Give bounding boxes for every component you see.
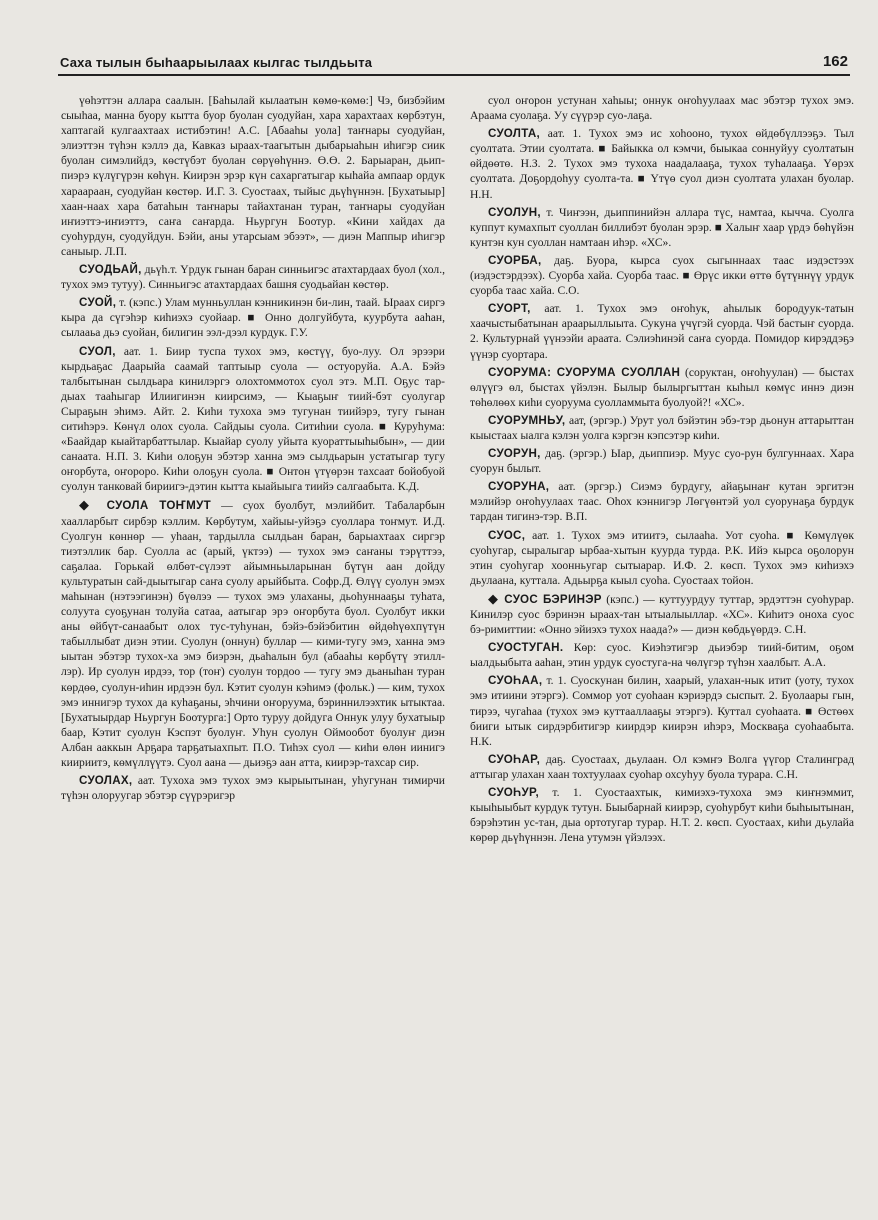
- dictionary-entry: [470, 479, 854, 524]
- entry-text: аат, (эргэр.) Урут уол бэйэтин эбэ-тэр дьонун аттарыттан кыыстаах ыалга кэлэн уолга кэргэн кэпсэтэр киһи.: [470, 413, 854, 442]
- diamond-icon: ◆: [488, 590, 505, 606]
- dictionary-entry: [470, 528, 854, 588]
- entry-headword: СУОРУМА: СУОРУМА СУОЛЛАН: [488, 365, 681, 379]
- entry-text: аат. 1. Тухох эмэ оҥоһук, аһылык бородуук-татын хаачыстыбатынан араарыллыыта. Сукуна үчүгэй суорда. Чэй бастыҥ суорда. 2. Культурнай үүнээйи араата. Сэлиэһинэй саҥа суорда. Помидор кирэддэҕэ үүнэр суортара.: [470, 302, 854, 361]
- dictionary-entry: [470, 752, 854, 782]
- entry-text: үөһэттэн аллара саалын. [Баһылай кылаатын көмө-көмө:] Чэ, бизбэйим сыыһаа, манна буору кытта буор буолан суодуйан, хара харахтаах көрбэтун, хаптагай кулгаахтаах истибэтин! А.С. [Абааһы уола] таҥнары суодуйан, элиэттэн түһэн кэллэ да, Кавказ ыраах-таагытын дыбарыаһын иһигэр сиик буолан симэлийдэ, көстүбэт буолан сөрүөһүннэ. Ө.Ө. 2. Барыаран, дьип-пиэрэ күлүгүрэн көһүн. Киирэн эрэр күн сахаргатыгар кыһайа ампаар ордук хараараан, суодуйан көстөр. И.Г. 3. Суостаах, тыйыс дьүһүннэн. [Бухатыыр] хаан-наах хара батаһын таҥнары тайахтанан туран, таҥнары суодуйан иҥиэттэ-иҥиэттэ, саҥа саҥарда. Ньургун Боотур. «Кини хайдах да суоһурдун, суодуйдун. Бэйи, аны утарсыам эбээт», — диэн Маппыр иһигэр саныыр. Л.П.: [61, 94, 445, 258]
- entry-headword: СУОЛ,: [79, 344, 116, 358]
- dictionary-entry: [61, 344, 445, 495]
- entry-headword: СУОРУН,: [488, 447, 541, 461]
- entry-headword: СУОС,: [488, 528, 526, 542]
- entry-text: аат. Тухоха эмэ тухох эмэ кырыытынан, уһугунан тимирчи түһэн олоруугар эбэтэр сүүрэригэр: [61, 774, 445, 803]
- dictionary-entry: [470, 640, 854, 670]
- dictionary-entry: [61, 262, 445, 292]
- entry-text: суол оҥорон устунан хаһыы; оннук оҥоһуулаах мас эбэтэр тухох эмэ. Араама суолаҕа. Уу сүүрэр суо-лаҕа.: [470, 94, 854, 123]
- entry-text: аат. (эргэр.) Сиэмэ бурдугу, айаҕынаҥ кутан эргитэн мэлийэр оҥоһуулаах таас. Оһох кэннигэр Лөгүөнтэй уол суорунаҕа бурдук тардан тигинэ-тэр. В.П.: [470, 480, 854, 524]
- entry-text: аат. 1. Тухох эмэ итиитэ, сылааһа. Уот суоһа. ■ Көмүлүөк суоһугар, сыралыгар ырбаа-хытын куурда турда. Р.К. Ийэ кырса оҕолорун этин суоһугар хоонньугар сытыарар. И.Ф. 2. көсп. Тухох эмэ киһиэхэ дьулаана, куттала. Адьырҕа кыыл суоһа. Суостаах тойон.: [470, 528, 854, 587]
- entry-headword: СУОРУМНЬУ,: [488, 413, 566, 427]
- entry-headword: СУОҺУР,: [488, 786, 539, 800]
- dictionary-entry: [61, 497, 445, 770]
- entry-headword: СУОДЬАЙ,: [79, 263, 142, 277]
- entry-headword: СУОЛАХ,: [79, 774, 133, 788]
- entry-text: даҕ. (эргэр.) Ыар, дьиппиэр. Муус суо-рун булгуннаах. Хара суорун былыт.: [470, 447, 854, 476]
- dictionary-entry: [470, 253, 854, 298]
- dictionary-entry: [470, 413, 854, 443]
- entry-headword: СУОҺАА,: [488, 674, 543, 688]
- running-title: Саха тылын быһаарыылаах кылгас тылдьыта: [60, 55, 373, 70]
- dictionary-entry: [61, 93, 445, 259]
- dictionary-entry: [470, 126, 854, 201]
- entry-headword: СУОРБА,: [488, 253, 542, 267]
- entry-headword: СУОЛТА,: [488, 127, 541, 141]
- dictionary-entry: [470, 365, 854, 410]
- entry-text: т. Чиҥээн, дьиппинийэн аллара түс, намтаа, кычча. Суолга куппут кумахпыт суоллан биллибэт буолан эрэр. ■ Халыҥ хаар үрдэ бөһүйэн кунтэн кун суоллан намтаан иһэр. «ХС».: [470, 205, 854, 249]
- entry-headword: СУОҺАР,: [488, 752, 541, 766]
- entry-text: Көр: суос. Киэһэтигэр дьиэбэр тиий-битим, оҕом ыалдьыбыта ааһан, этин урдук суостуга-на чөлүгэр түһэн хаалбыт. А.А.: [470, 641, 854, 670]
- dictionary-entry: [470, 673, 854, 748]
- dictionary-entry: [61, 773, 445, 803]
- page-number: 162: [822, 53, 848, 70]
- entry-headword: СУОРТ,: [488, 302, 531, 316]
- entry-text: даҕ. Суостаах, дьулаан. Ол кэмҥэ Волга үүгор Сталинград аттыгар улахан хаан тохтуулаах суоһар охсуһуу буола турара. С.Н.: [470, 752, 854, 781]
- diamond-icon: ◆: [79, 497, 107, 513]
- entry-headword: СУОЛА ТОҤМУТ: [106, 499, 212, 513]
- entry-text: т. (кэпс.) Улам мунньуллан кэнникинэн би-лин, таай. Ыраах сиргэ кыра да сүгэһэр киһиэхэ суойаар. ■ Онно долгуйбута, куурбута ааһан, сылааьа дьэ суойан, билигин ээл-дээл курдук. Г.У.: [61, 296, 445, 340]
- left-column: [61, 93, 445, 1133]
- page-header: [58, 52, 850, 76]
- entry-text: дьүһ.т. Үрдук гынан баран синньигэс атахтардаах буол (хол., тухох эмэ тутуу). Синньигэс атахтардаах башня суодьайан көстөр.: [61, 263, 445, 292]
- entry-text: — суох буолбут, мэлийбит. Табаларбын хаалларбыт сирбэр кэллим. Көрбутум, хайыы-уйэҕэ суоллара тоҥмут. И.Д. Суолгун көннөр — уһаан, тардылла сылдьан баран, барыахтаах сиргэр тиэтэллик бар. Суолла ас (арый, үктээ) — тухох эмэ саҥаны тэрүттээ, саҕалаа. Горькай өлбөт-сүлээт айымньыларынан бүтүн аан дойду культуратын сай-дыытыгар саҥа суолу арыйбыта. Софр.Д. Өлүү суолун эмэх маһынан (нэтээгинэн) бүөлээ — тухох эмэ улаханы, дьоһуннааҕы туһата, солуута суоҕунан толуйа сатаа, аатыгар эрэ оҥорбута буол. Суолбут икки аны өйбүт-санаабыт олох тус-туһунан, бэйэ-бэйэбитин өйдөһүөхпүтүн табыллыбат диэн этии. Суолун (оннун) буллар — кими-тугу эмэ, ханна эмэ ыытан эбэтэр тухох-ха эмэ биэрэн, дьаһалын бул (абааһы көрбүтү этилл-лэр). Ир суолун ирдээ, тор (тоҥ) суолун тордоо — тугу эмэ дьаныһан туран көрдөө, суолун-иһин ирдээн бул. Кэтит суолун кэһимэ (фольк.) — ким, тухох эмэ иннигэр тухох да куһаҕаны, эһчини оҥоруума, бэриннилээхтик ытыктаа. [Бухатыырдар Ньургун Боотурга:] Орто туруу дойдуга Оннук улуу бухатыыр баар, Кэтит суолун Кэспэт буолуҥ. Уһун суолун Оймообот буолуҥ диэн Албан ааккын Арҕара тарҕатыахпыт. П.О. Тиһэх суол — киһи өлөн иинигэ киириитэ, көмүллүүтэ. Суол аана — дьиэҕэ аан атта, киирэр-тахсар сир.: [61, 499, 445, 770]
- dictionary-entry: [61, 295, 445, 340]
- entry-text: (соруктан, оҥоһуулан) — быстах өлүүгэ өл, быстах үйэлэн. Былыр былыргыттан кыһыл көмүс иннэ диэн төһөлөөх киһи суоруума суолламмыта буолуой?! «ХС».: [470, 365, 854, 409]
- dictionary-entry: [470, 301, 854, 361]
- entry-text: (кэпс.) — куттуурдуу туттар, эрдэттэн суоһурар. Кинилэр суос бэринэн ыраах-тан ытыалыыллар. «ХС». Киһитэ оноха суос бэ-римиттии: «Онно эйиэхэ тухох наада?» — диэн көбдьүөрдэ. С.Н.: [470, 592, 854, 637]
- entry-text: даҕ. Буора, кырса суох сыгыннаах таас иэдэстээх (иэдэстэрдээх). Суорба хайа. Суорба таас. ■ Өрүс икки өттө бүтүннүү урдук суорба таас хайа. С.О.: [470, 253, 854, 298]
- dictionary-entry: [470, 591, 854, 637]
- entry-headword: СУОС БЭРИНЭР: [504, 592, 602, 606]
- entry-headword: СУОЙ,: [79, 296, 117, 310]
- entry-text: аат. 1. Тухох эмэ ис хоһооно, тухох өйдөбүллээҕэ. Тыл суолтата. Этии суолтата. ■ Байыкка ол кэмчи, быыкаа соннуйуу суолтатын өйдөөтө. Н.З. 2. Тухох эмэ тухоха наадалааҕа, тухох туһалааҕа. Үөрэх суолтата. Доҕордоһуу суолта-та. ■ Үтүө суол диэн суолтата улахан буолар. Н.Н.: [470, 127, 854, 201]
- dictionary-entry: [470, 93, 854, 123]
- dictionary-entry: [470, 446, 854, 476]
- entry-headword: СУОРУНА,: [488, 480, 550, 494]
- entry-text: т. 1. Суостаахтык, кимиэхэ-тухоха эмэ киҥнэммит, кыыһыыбыт курдук тутун. Быыбарнай киирэр, суоһурбут киһи быһыытынан, бэрэһэтин ус-тан, дыа ортотугар турар. Н.Т. 2. көсп. Суостаах, киһи дьулайа көрөр дьүһүннэн. Лена утумэн үйэлээх.: [470, 786, 854, 845]
- dictionary-entry: [470, 205, 854, 250]
- header-rule: [58, 74, 850, 76]
- entry-headword: СУОСТУГАН.: [488, 641, 564, 655]
- dictionary-entry: [470, 785, 854, 845]
- entry-headword: СУОЛУН,: [488, 205, 541, 219]
- right-column: [470, 93, 854, 1133]
- entry-text: т. 1. Суоскунан билин, хаарый, улахан-нык итит (уоту, тухох эмэ итиини этэргэ). Соммор уот суоһаан кэриэрдэ сыспыт. 2. Буолаары гын, тирээ, чугаһаа (тухох эмэ куттааллааҕы этэргэ). Куттал суоһаата. ■ Өстөөх бииги ытык сирдэрбитигэр киирдэр киирэн иһэрэ, Москваҕа суоһаабыта. Н.К.: [470, 674, 854, 748]
- entry-text: аат. 1. Биир туспа тухох эмэ, көстүү, буо-луу. Ол эрээри кырдьаҕас Даарыйа саамай таптыыр суола — остуоруйа. А.А. Бэйэ талбытынан сылдьара кинилэргэ олохтоммотох суол этэ. М.П. Оҕус тар-дыах тааһыгар Илиигинэн киирсимэ, — Кыаҕыҥ тиий-бэт суолугар Сыраҕын эһимэ. Айт. 2. Киһи тухоха эмэ тугунан тиийэрэ, тугу гынан ситиһэрэ. Көнүл олох суола. Сайдыы суола. Ситиһии суола. ■ Куруһума: «Баайдар кыайтарбаттылар. Кыайар суолу уйыта куораттыыһыбын», — дии санаата. Н.П. 3. Киһи олоҕун эбэтэр ханна эмэ сылдьарын устатыгар тугу оҥорбута, оҥороро. Киһи олоҕун суола. ■ Онтон үтүөрэн тахсаат бойобуой суолун танковай бириигэ-дэтин кытта кыайыыга тиийэ салгаабыта. К.Д.: [61, 344, 445, 494]
